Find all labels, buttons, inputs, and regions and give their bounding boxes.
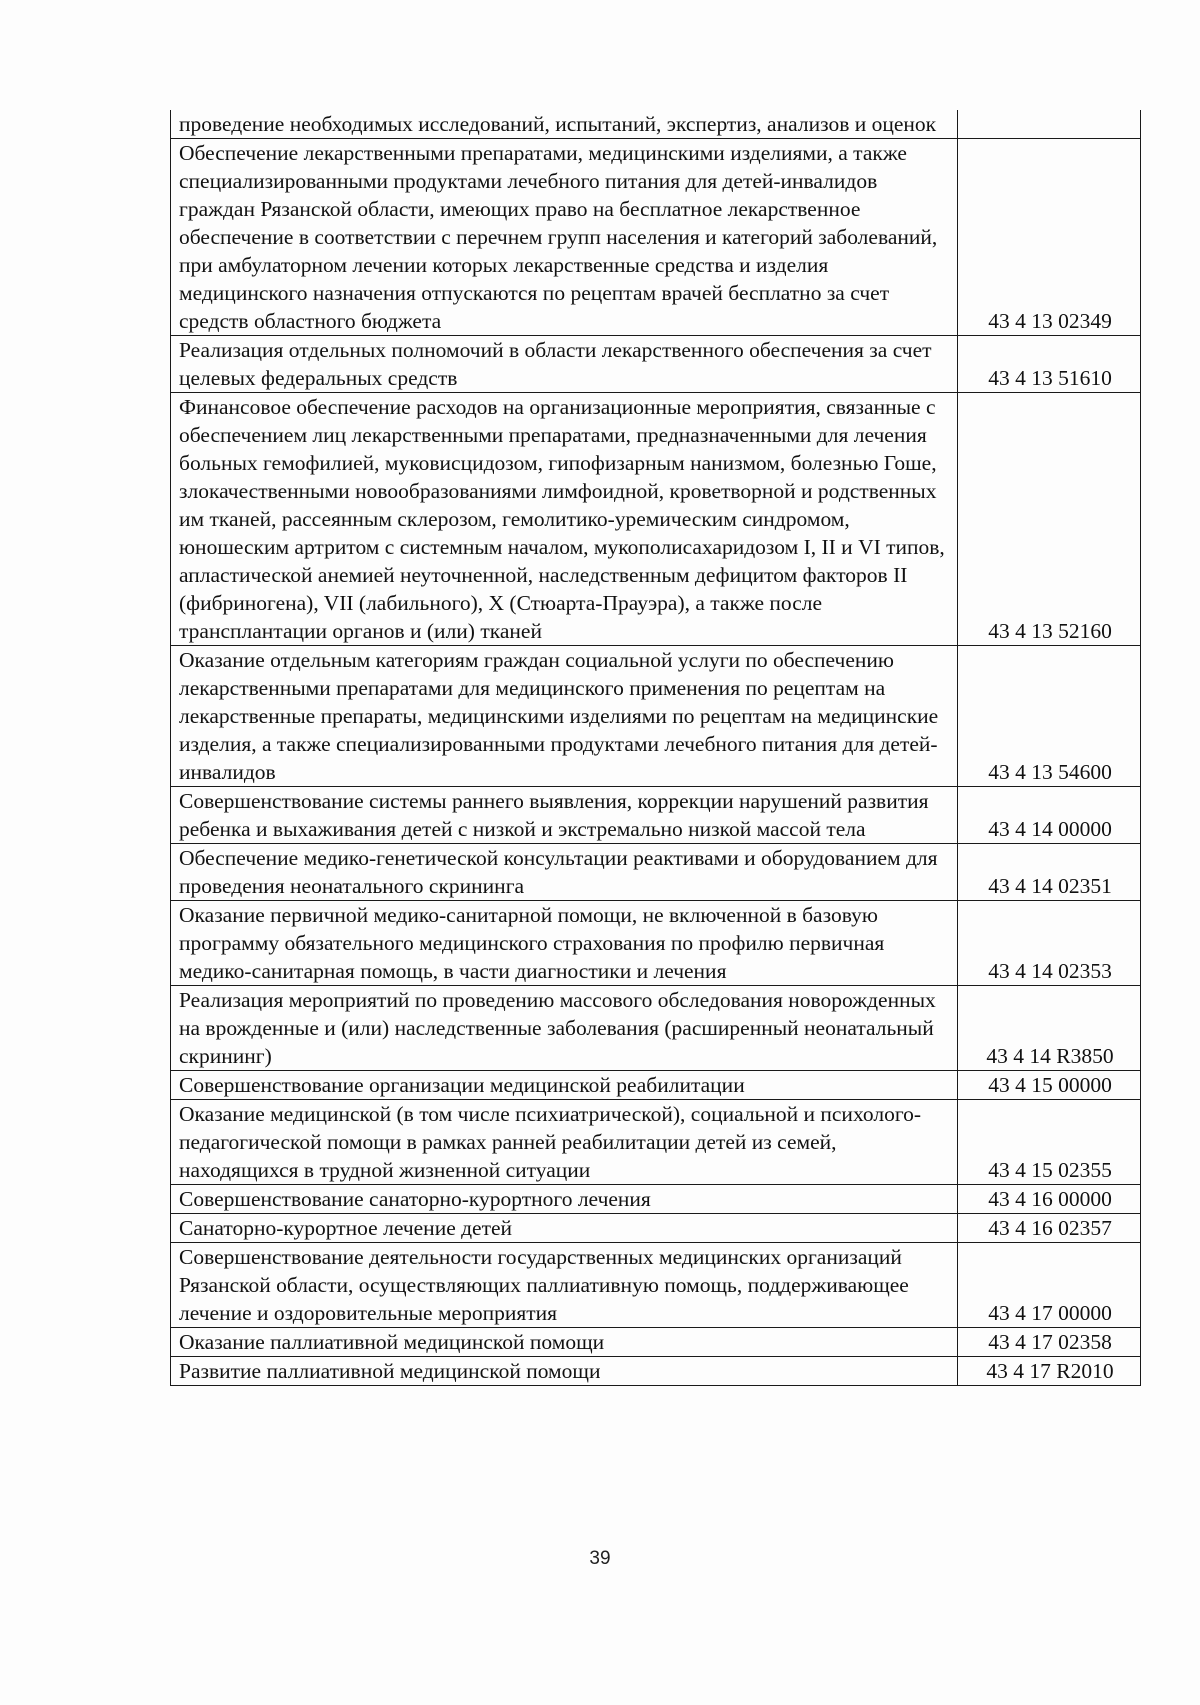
row-code-cell: 43 4 16 02357	[958, 1214, 1141, 1243]
row-name-cell: Санаторно-курортное лечение детей	[171, 1214, 958, 1243]
row-name-cell: Обеспечение лекарственными препаратами, медицинскими изделиями, а также специализированными продуктами лечебного питания для детей-инвалидов граждан Рязанской области, имеющих право на бесплатное лекарственное обеспечение в соответствии с перечнем групп населения и категорий заболеваний, при амбулаторном лечении которых лекарственные средства и изделия медицинского назначения отпускаются по рецептам врачей бесплатно за счет средств областного бюджета	[171, 139, 958, 336]
table-row	[171, 393, 1141, 646]
table-row	[171, 1071, 1141, 1100]
row-code-cell: 43 4 17 00000	[958, 1243, 1141, 1328]
row-name-cell: Финансовое обеспечение расходов на организационные мероприятия, связанные с обеспечением лиц лекарственными препаратами, предназначенными для лечения больных гемофилией, муковисцидозом, гипофизарным нанизмом, болезнью Гоше, злокачественными новообразованиями лимфоидной, кроветворной и родственных им тканей, рассеянным склерозом, гемолитико-уремическим синдромом, юношеским артритом с системным началом, мукополисахаридозом I, II и VI типов, апластической анемией неуточненной, наследственным дефицитом факторов II (фибриногена), VII (лабильного), X (Стюарта-Прауэра), а также после трансплантации органов и (или) тканей	[171, 393, 958, 646]
row-name-cell: Совершенствование деятельности государственных медицинских организаций Рязанской области, осуществляющих паллиативную помощь, поддерживающее лечение и оздоровительные мероприятия	[171, 1243, 958, 1328]
row-code-cell	[958, 110, 1141, 139]
row-code-cell: 43 4 14 R3850	[958, 986, 1141, 1071]
table-row	[171, 844, 1141, 901]
budget-classification-table	[170, 110, 1141, 1386]
row-code-cell: 43 4 17 02358	[958, 1328, 1141, 1357]
row-name-cell: Развитие паллиативной медицинской помощи	[171, 1357, 958, 1386]
row-code-cell: 43 4 13 51610	[958, 336, 1141, 393]
row-name-cell: проведение необходимых исследований, испытаний, экспертиз, анализов и оценок	[171, 110, 958, 139]
table-row	[171, 1185, 1141, 1214]
row-name-cell: Совершенствование организации медицинской реабилитации	[171, 1071, 958, 1100]
row-code-cell: 43 4 15 00000	[958, 1071, 1141, 1100]
table-row	[171, 986, 1141, 1071]
table-row	[171, 787, 1141, 844]
row-name-cell: Оказание первичной медико-санитарной помощи, не включенной в базовую программу обязательного медицинского страхования по профилю первичная медико-санитарная помощь, в части диагностики и лечения	[171, 901, 958, 986]
table-row	[171, 139, 1141, 336]
row-name-cell: Реализация отдельных полномочий в области лекарственного обеспечения за счет целевых федеральных средств	[171, 336, 958, 393]
row-name-cell: Совершенствование санаторно-курортного лечения	[171, 1185, 958, 1214]
table-row	[171, 110, 1141, 139]
row-code-cell: 43 4 13 54600	[958, 646, 1141, 787]
row-name-cell: Оказание паллиативной медицинской помощи	[171, 1328, 958, 1357]
row-code-cell: 43 4 16 00000	[958, 1185, 1141, 1214]
page-number: 39	[589, 1548, 611, 1569]
table-row	[171, 646, 1141, 787]
row-code-cell: 43 4 13 52160	[958, 393, 1141, 646]
row-code-cell: 43 4 14 02351	[958, 844, 1141, 901]
row-name-cell: Совершенствование системы раннего выявления, коррекции нарушений развития ребенка и выхаживания детей с низкой и экстремально низкой массой тела	[171, 787, 958, 844]
table-row	[171, 336, 1141, 393]
table-row	[171, 1214, 1141, 1243]
row-code-cell: 43 4 17 R2010	[958, 1357, 1141, 1386]
row-name-cell: Реализация мероприятий по проведению массового обследования новорожденных на врожденные и (или) наследственные заболевания (расширенный неонатальный скрининг)	[171, 986, 958, 1071]
row-code-cell: 43 4 15 02355	[958, 1100, 1141, 1185]
table-row	[171, 1328, 1141, 1357]
row-code-cell: 43 4 14 02353	[958, 901, 1141, 986]
row-name-cell: Оказание медицинской (в том числе психиатрической), социальной и психолого-педагогической помощи в рамках ранней реабилитации детей из семей, находящихся в трудной жизненной ситуации	[171, 1100, 958, 1185]
row-code-cell: 43 4 14 00000	[958, 787, 1141, 844]
table-row	[171, 901, 1141, 986]
table-row	[171, 1100, 1141, 1185]
row-name-cell: Обеспечение медико-генетической консультации реактивами и оборудованием для проведения неонатального скрининга	[171, 844, 958, 901]
table-row	[171, 1357, 1141, 1386]
row-name-cell: Оказание отдельным категориям граждан социальной услуги по обеспечению лекарственными препаратами для медицинского применения по рецептам на лекарственные препараты, медицинскими изделиями по рецептам на медицинские изделия, а также специализированными продуктами лечебного питания для детей-инвалидов	[171, 646, 958, 787]
table-row	[171, 1243, 1141, 1328]
row-code-cell: 43 4 13 02349	[958, 139, 1141, 336]
